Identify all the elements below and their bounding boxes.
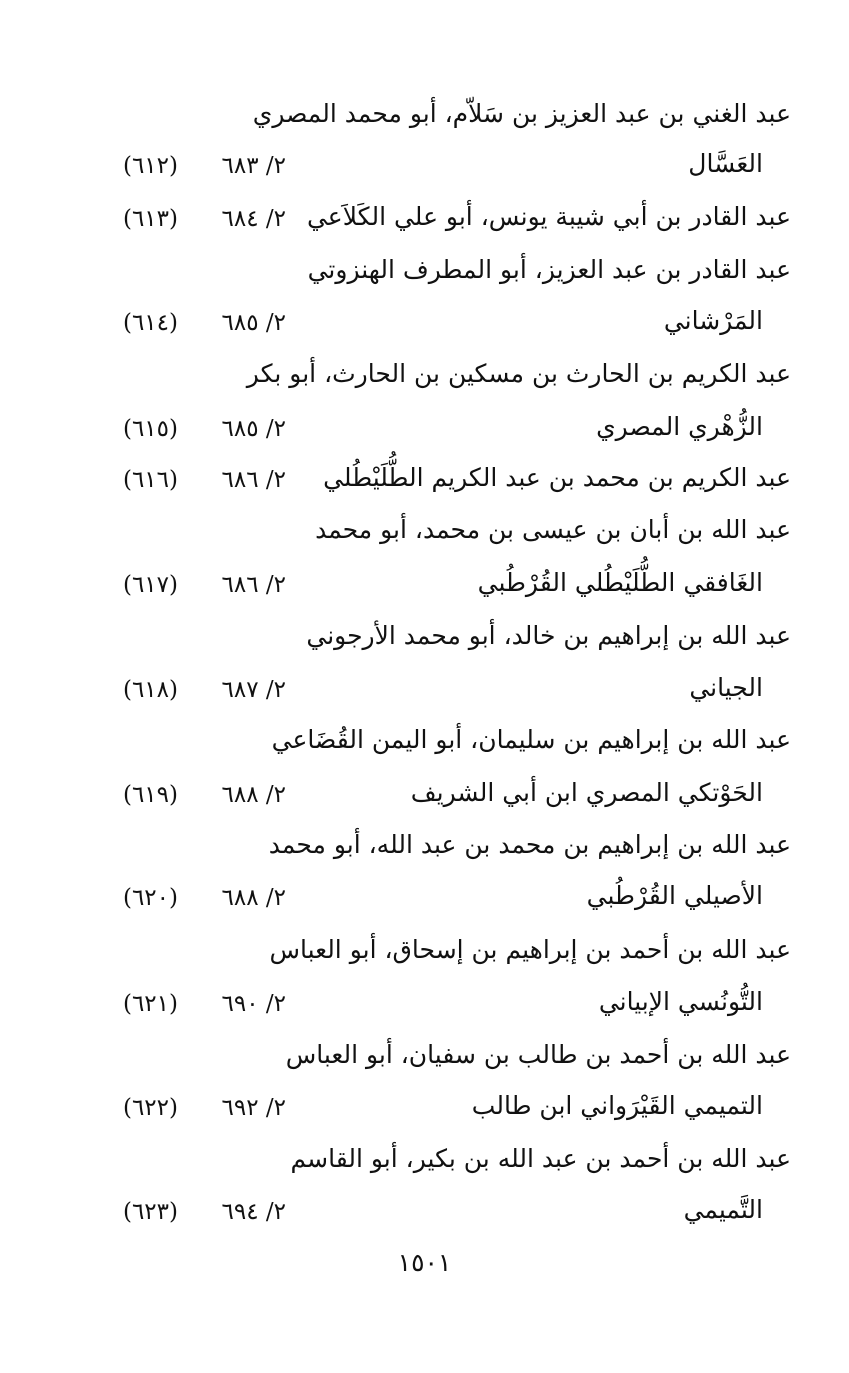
entry-621-ref <box>86 988 286 1020</box>
entry-621-line1: عبد الله بن أحمد بن إبراهيم بن إسحاق، أبو العباس <box>269 935 791 964</box>
entry-614-ref <box>86 307 286 339</box>
entry-623-line2: التَّميمي <box>683 1195 763 1224</box>
entry-620-number: (٦٢٠) <box>122 885 178 911</box>
entry-615-volume-page: ٢/ ٦٨٥ <box>221 416 286 442</box>
entry-616-ref <box>86 464 286 496</box>
entry-615-line2: الزُّهْري المصري <box>596 412 763 441</box>
entry-622-number: (٦٢٢) <box>122 1095 178 1121</box>
entry-614-line1: عبد القادر بن عبد العزيز، أبو المطرف الهنزوتي <box>307 255 791 284</box>
entry-621-line2: التُّونُسي الإبياني <box>598 987 763 1016</box>
entry-616-volume-page: ٢/ ٦٨٦ <box>221 467 286 493</box>
entry-622-line1: عبد الله بن أحمد بن طالب بن سفيان، أبو العباس <box>285 1040 791 1069</box>
entry-622-ref <box>86 1092 286 1124</box>
entry-621-volume-page: ٢/ ٦٩٠ <box>221 991 286 1017</box>
entry-612-volume-page: ٢/ ٦٨٣ <box>221 153 286 179</box>
entry-619-line1: عبد الله بن إبراهيم بن سليمان، أبو اليمن القُضَاعي <box>271 725 791 754</box>
entry-614-volume-page: ٢/ ٦٨٥ <box>221 310 286 336</box>
entry-617-ref <box>86 569 286 601</box>
entry-618-line2: الجياني <box>689 673 763 702</box>
page-number: ١٥٠١ <box>397 1248 452 1277</box>
entry-616-line1: عبد الكريم بن محمد بن عبد الكريم الطُّلَيْطُلي <box>323 463 791 492</box>
entry-620-volume-page: ٢/ ٦٨٨ <box>221 885 286 911</box>
entry-618-number: (٦١٨) <box>122 677 178 703</box>
entry-617-number: (٦١٧) <box>122 572 178 598</box>
entry-620-line2: الأصيلي القُرْطُبي <box>586 881 763 910</box>
entry-623-line1: عبد الله بن أحمد بن عبد الله بن بكير، أبو القاسم <box>290 1144 791 1173</box>
entry-612-number: (٦١٢) <box>122 153 178 179</box>
entry-622-volume-page: ٢/ ٦٩٢ <box>221 1095 286 1121</box>
entry-614-number: (٦١٤) <box>122 310 178 336</box>
entry-615-number: (٦١٥) <box>122 416 178 442</box>
entry-617-line2: الغَافقي الطُّلَيْطُلي القُرْطُبي <box>477 568 763 597</box>
entry-613-ref <box>86 203 286 235</box>
entry-618-volume-page: ٢/ ٦٨٧ <box>221 677 286 703</box>
entry-612-ref <box>86 150 286 182</box>
entry-623-volume-page: ٢/ ٦٩٤ <box>221 1199 286 1225</box>
entry-612-line1: عبد الغني بن عبد العزيز بن سَلاّم، أبو محمد المصري <box>252 99 791 128</box>
entry-615-ref <box>86 413 286 445</box>
entry-613-volume-page: ٢/ ٦٨٤ <box>221 206 286 232</box>
entry-617-line1: عبد الله بن أبان بن عيسى بن محمد، أبو محمد <box>315 515 791 544</box>
entry-619-number: (٦١٩) <box>122 782 178 808</box>
entry-615-line1: عبد الكريم بن الحارث بن مسكين بن الحارث، أبو بكر <box>246 359 791 388</box>
entry-613-number: (٦١٣) <box>122 206 178 232</box>
entry-616-number: (٦١٦) <box>122 467 178 493</box>
entry-612-line2: العَسَّال <box>688 149 763 178</box>
entry-614-line2: المَرْشاني <box>663 306 763 335</box>
entry-618-line1: عبد الله بن إبراهيم بن خالد، أبو محمد الأرجوني <box>306 621 791 650</box>
entry-620-ref <box>86 882 286 914</box>
entry-619-ref <box>86 779 286 811</box>
entry-613-line1: عبد القادر بن أبي شيبة يونس، أبو علي الكَلاَعي <box>306 202 791 231</box>
entry-621-number: (٦٢١) <box>122 991 178 1017</box>
entry-619-line2: الحَوْتكي المصري ابن أبي الشريف <box>410 778 763 807</box>
entry-617-volume-page: ٢/ ٦٨٦ <box>221 572 286 598</box>
entry-622-line2: التميمي القَيْرَواني ابن طالب <box>471 1091 763 1120</box>
entry-623-ref <box>86 1196 286 1228</box>
entry-623-number: (٦٢٣) <box>122 1199 178 1225</box>
entry-620-line1: عبد الله بن إبراهيم بن محمد بن عبد الله، أبو محمد <box>268 830 791 859</box>
entry-618-ref <box>86 674 286 706</box>
entry-619-volume-page: ٢/ ٦٨٨ <box>221 782 286 808</box>
